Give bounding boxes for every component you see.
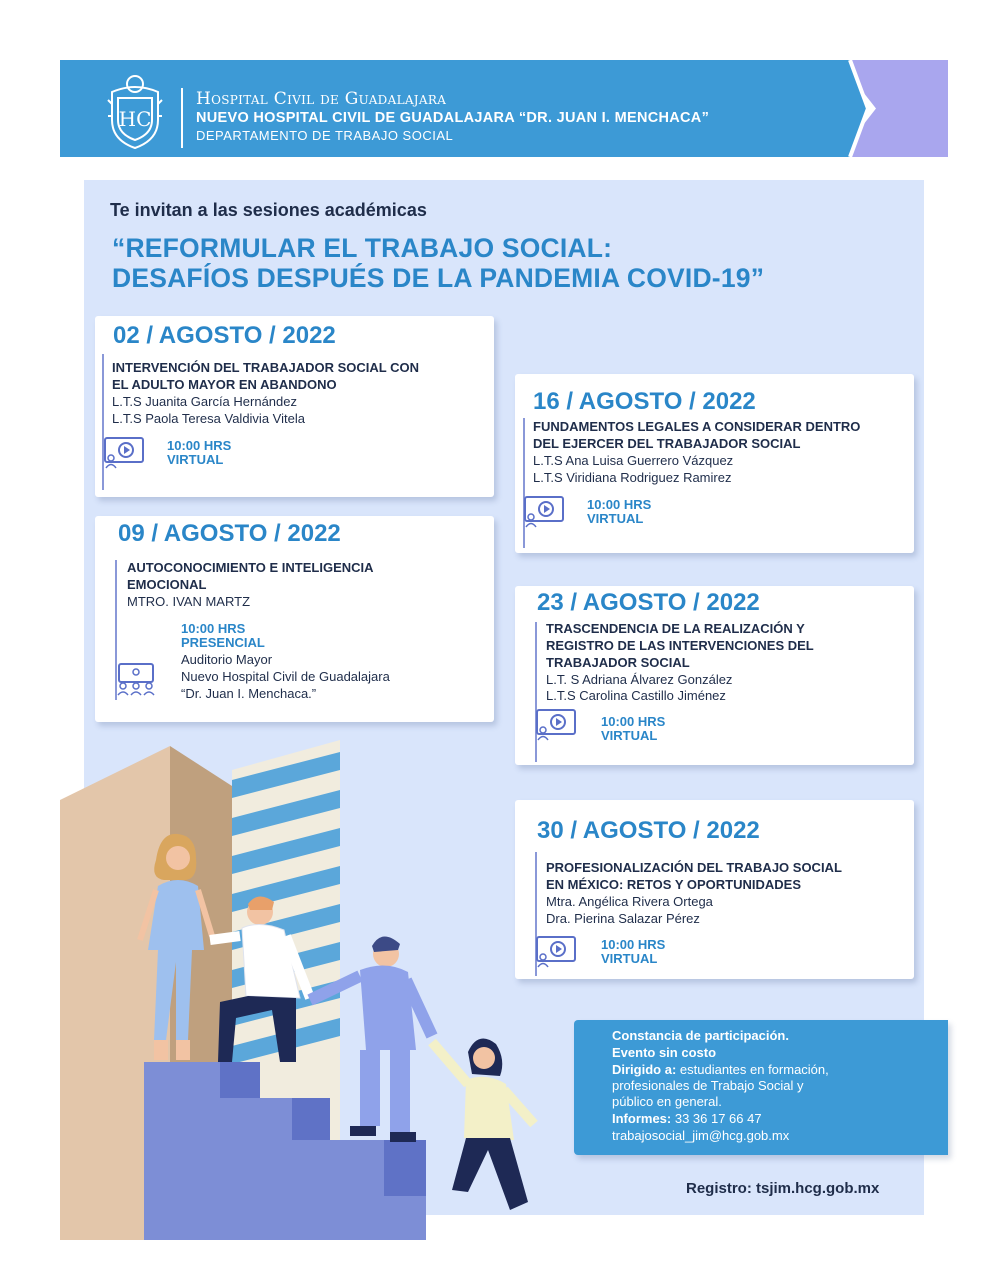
header-divider bbox=[181, 88, 183, 148]
info-dirigido-line3: público en general. bbox=[612, 1094, 722, 1109]
session-speaker: L.T.S Paola Teresa Valdivia Vitela bbox=[112, 411, 305, 426]
session-mode: VIRTUAL bbox=[587, 511, 644, 526]
session-mode: VIRTUAL bbox=[601, 728, 658, 743]
session-time: 10:00 HRS bbox=[167, 438, 232, 453]
session-speaker: Mtra. Angélica Rivera Ortega bbox=[546, 894, 713, 909]
monitor-video-icon bbox=[103, 436, 145, 470]
session-time: 10:00 HRS bbox=[587, 497, 652, 512]
header-hospital-full-name: NUEVO HOSPITAL CIVIL DE GUADALAJARA “DR. JUAN I. MENCHACA” bbox=[196, 110, 710, 126]
session-topic-line: DEL EJERCER DEL TRABAJADOR SOCIAL bbox=[533, 436, 801, 451]
session-topic-line: FUNDAMENTOS LEGALES A CONSIDERAR DENTRO bbox=[533, 419, 861, 434]
session-speaker: L.T.S Juanita García Hernández bbox=[112, 394, 297, 409]
session-time: 10:00 HRS bbox=[601, 714, 666, 729]
session-topic-line: TRABAJADOR SOCIAL bbox=[546, 655, 690, 670]
session-card-3 bbox=[515, 374, 914, 553]
session-speaker: L.T. S Adriana Álvarez González bbox=[546, 672, 733, 687]
seal-text: HC bbox=[118, 107, 152, 131]
session-date: 16 / AGOSTO / 2022 bbox=[533, 388, 756, 415]
header-banner bbox=[60, 60, 850, 157]
invite-text: Te invitan a las sesiones académicas bbox=[110, 200, 427, 220]
session-card-5 bbox=[515, 800, 914, 979]
session-mode: PRESENCIAL bbox=[181, 635, 265, 650]
session-topic-line: EMOCIONAL bbox=[127, 577, 207, 592]
info-informes: Informes: 33 36 17 66 47 bbox=[612, 1111, 762, 1126]
session-time: 10:00 HRS bbox=[601, 937, 666, 952]
session-speaker: MTRO. IVAN MARTZ bbox=[127, 594, 251, 609]
event-title-line2: DESAFÍOS DESPUÉS DE LA PANDEMIA COVID-19” bbox=[112, 263, 765, 293]
info-evento: Evento sin costo bbox=[612, 1045, 717, 1060]
header-hospital-name: Hospital Civil de Guadalajara bbox=[196, 89, 447, 109]
session-speaker: L.T.S Carolina Castillo Jiménez bbox=[546, 688, 726, 703]
session-speaker: L.T.S Viridiana Rodriguez Ramirez bbox=[533, 470, 732, 485]
session-time: 10:00 HRS bbox=[181, 621, 246, 636]
session-place: “Dr. Juan I. Menchaca.” bbox=[181, 686, 317, 701]
monitor-video-icon bbox=[523, 495, 565, 529]
session-mode: VIRTUAL bbox=[167, 452, 224, 467]
info-dirigido: Dirigido a: estudiantes en formación, bbox=[612, 1062, 829, 1077]
woman-yellow-top-figure bbox=[432, 1039, 534, 1210]
session-topic-line: REGISTRO DE LAS INTERVENCIONES DEL bbox=[546, 638, 814, 653]
session-card-4 bbox=[515, 586, 914, 765]
session-date: 09 / AGOSTO / 2022 bbox=[118, 520, 341, 547]
info-dirigido-line2: profesionales de Trabajo Social y bbox=[612, 1078, 804, 1093]
session-mode: VIRTUAL bbox=[601, 951, 658, 966]
session-topic-line: AUTOCONOCIMIENTO E INTELIGENCIA bbox=[127, 560, 374, 575]
event-title-line1: “REFORMULAR EL TRABAJO SOCIAL: bbox=[112, 233, 613, 263]
session-place: Nuevo Hospital Civil de Guadalajara bbox=[181, 669, 390, 684]
audience-icon bbox=[115, 662, 157, 696]
monitor-video-icon bbox=[535, 708, 577, 742]
registration-link[interactable]: Registro: tsjim.hcg.gob.mx bbox=[686, 1180, 880, 1197]
hospital-seal-icon bbox=[104, 70, 166, 150]
session-topic-line: TRASCENDENCIA DE LA REALIZACIÓN Y bbox=[546, 621, 805, 636]
session-topic-line: EL ADULTO MAYOR EN ABANDONO bbox=[112, 377, 337, 392]
stairs-people-illustration bbox=[60, 740, 580, 1240]
event-title bbox=[112, 233, 764, 293]
session-date: 02 / AGOSTO / 2022 bbox=[113, 322, 336, 349]
session-speaker: L.T.S Ana Luisa Guerrero Vázquez bbox=[533, 453, 734, 468]
banner-arrow-point bbox=[838, 60, 868, 157]
monitor-video-icon bbox=[535, 935, 577, 969]
header-department: DEPARTAMENTO DE TRABAJO SOCIAL bbox=[196, 128, 454, 143]
session-topic-line: EN MÉXICO: RETOS Y OPORTUNIDADES bbox=[546, 877, 801, 892]
info-constancia: Constancia de participación. bbox=[612, 1028, 789, 1043]
session-card-1 bbox=[95, 316, 494, 497]
session-topic-line: INTERVENCIÓN DEL TRABAJADOR SOCIAL CON bbox=[112, 360, 419, 375]
session-card-2 bbox=[95, 516, 494, 722]
session-topic-line: PROFESIONALIZACIÓN DEL TRABAJO SOCIAL bbox=[546, 860, 842, 875]
session-place: Auditorio Mayor bbox=[181, 652, 273, 667]
info-email[interactable]: trabajosocial_jim@hcg.gob.mx bbox=[612, 1128, 790, 1143]
session-date: 30 / AGOSTO / 2022 bbox=[537, 817, 760, 844]
session-date: 23 / AGOSTO / 2022 bbox=[537, 589, 760, 616]
session-speaker: Dra. Pierina Salazar Pérez bbox=[546, 911, 700, 926]
